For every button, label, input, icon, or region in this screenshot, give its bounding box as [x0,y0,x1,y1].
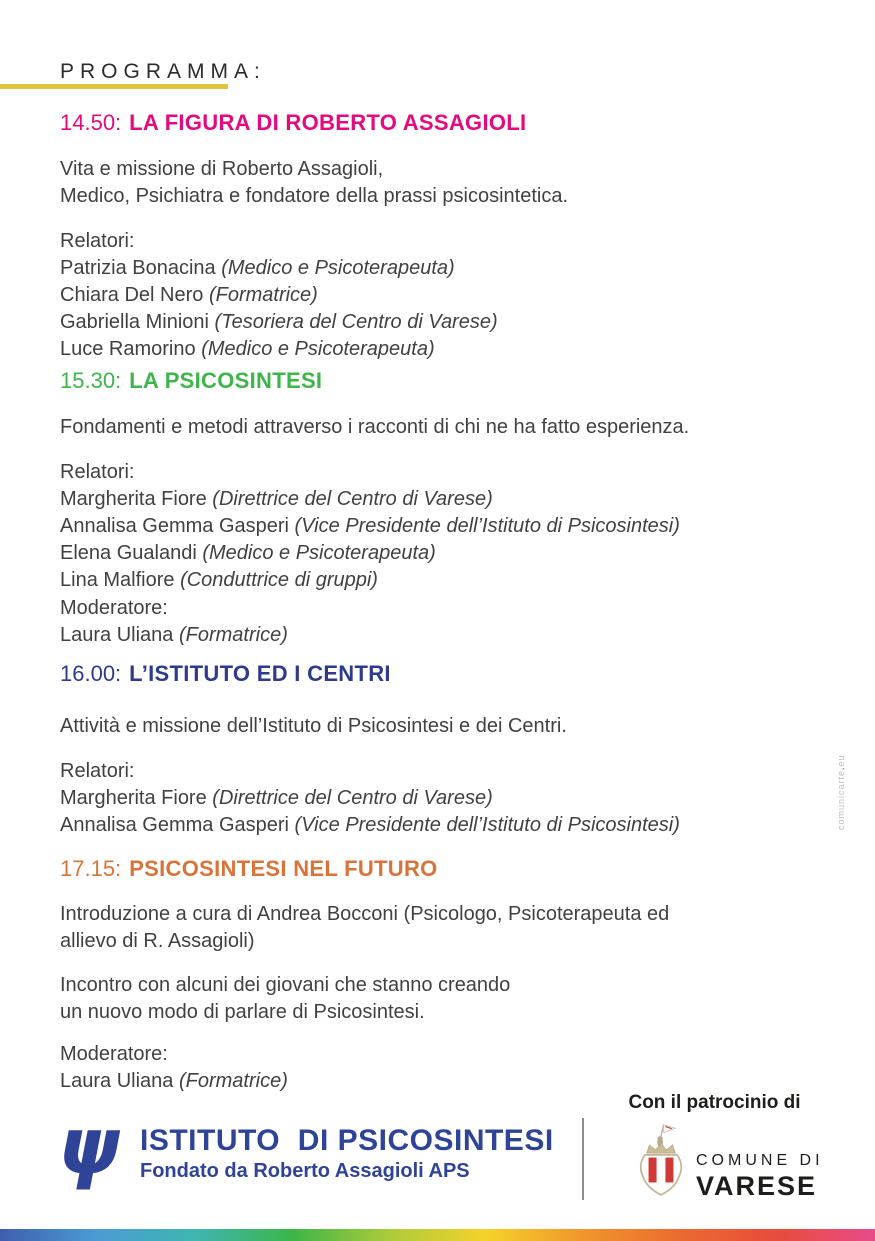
speaker-name: Lina Malfiore [60,569,175,591]
moderator-role: (Formatrice) [178,1070,288,1092]
moderator-block [60,595,288,649]
speaker-line [60,282,498,309]
speaker-line [60,540,680,567]
speaker-name: Gabriella Minioni [60,311,209,333]
speaker-line [60,309,498,336]
speakers-label: Relatori: [60,461,135,483]
section-time: 16.00: [60,661,122,686]
section-heading-istituto-centri [60,661,391,687]
institute-name: ISTITUTO DI PSICOSINTESI [140,1124,554,1157]
section-time: 15.30: [60,368,122,393]
description-line: Attività e missione dell’Istituto di Psicosintesi e dei Centri. [60,715,567,737]
speaker-role: (Vice Presidente dell’Istituto di Psicosintesi) [294,515,680,537]
watermark-text: comunicarte [836,769,846,830]
speaker-name: Elena Gualandi [60,542,197,564]
description-line: Fondamenti e metodi attraverso i racconti di chi ne ha fatto esperienza. [60,416,690,438]
paragraph-line: un nuovo modo di parlare di Psicosintesi. [60,1001,425,1023]
section-description [60,156,568,210]
speaker-role: (Conduttrice di gruppi) [180,569,378,591]
description-line: Medico, Psichiatra e fondatore della prassi psicosintetica. [60,185,569,207]
speaker-line [60,785,680,812]
speakers-label: Relatori: [60,230,135,252]
title-underline-bar [0,84,228,89]
watermark-dot: . [836,766,846,770]
section-heading-psicosintesi [60,368,322,394]
speakers-list [60,228,498,363]
section-description [60,713,567,740]
moderator-name: Laura Uliana [60,1070,174,1092]
moderator-name: Laura Uliana [60,624,174,646]
speaker-line [60,567,680,594]
patronage-label: Con il patrocinio di [628,1092,801,1113]
speaker-name: Annalisa Gemma Gasperi [60,814,289,836]
section-time: 14.50: [60,110,122,135]
speaker-role: (Direttrice del Centro di Varese) [212,787,493,809]
psychosynthesis-logo-icon: ψ [58,1102,120,1192]
paragraph-line: allievo di R. Assagioli) [60,930,255,952]
section-title: L’ISTITUTO ED I CENTRI [129,661,391,686]
speaker-role: (Medico e Psicoterapeuta) [221,257,455,279]
speaker-name: Margherita Fiore [60,488,207,510]
rainbow-gradient-bar [0,1229,875,1241]
speaker-line [60,812,680,839]
moderator-block [60,1041,288,1095]
section-description [60,414,689,441]
speaker-line [60,255,498,282]
section-time: 17.15: [60,856,122,881]
speaker-role: (Medico e Psicoterapeuta) [202,542,436,564]
speakers-list [60,459,680,594]
municipality-line1: COMUNE DI [696,1152,824,1169]
paragraph-line: Incontro con alcuni dei giovani che stanno creando [60,974,511,996]
institute-subtitle: Fondato da Roberto Assagioli APS [140,1160,470,1182]
section-paragraph [60,972,510,1026]
speaker-role: (Medico e Psicoterapeuta) [201,338,435,360]
varese-coat-of-arms-icon [636,1122,686,1207]
page-title: PROGRAMMA: [60,60,266,83]
speaker-name: Annalisa Gemma Gasperi [60,515,289,537]
moderator-label: Moderatore: [60,1043,168,1065]
speaker-name: Chiara Del Nero [60,284,204,306]
speakers-label: Relatori: [60,760,135,782]
speaker-name: Margherita Fiore [60,787,207,809]
watermark-text: eu [836,754,846,767]
speaker-name: Patrizia Bonacina [60,257,216,279]
speaker-line [60,513,680,540]
section-title: PSICOSINTESI NEL FUTURO [129,856,438,881]
watermark-credit [836,735,846,830]
municipality-line2: VARESE [696,1171,818,1201]
speaker-name: Luce Ramorino [60,338,196,360]
section-paragraph [60,901,669,955]
speaker-role: (Vice Presidente dell’Istituto di Psicosintesi) [294,814,680,836]
section-heading-figura-assagioli [60,110,526,136]
description-line: Vita e missione di Roberto Assagioli, [60,158,384,180]
footer-divider [582,1118,584,1200]
municipality-name [696,1152,824,1202]
section-title: LA FIGURA DI ROBERTO ASSAGIOLI [129,110,527,135]
moderator-line [60,1068,288,1095]
moderator-line [60,622,288,649]
speakers-list [60,758,680,839]
section-title: LA PSICOSINTESI [129,368,323,393]
section-heading-futuro [60,856,438,882]
moderator-role: (Formatrice) [178,624,288,646]
speaker-role: (Tesoriera del Centro di Varese) [214,311,498,333]
speaker-line [60,486,680,513]
speaker-role: (Formatrice) [208,284,318,306]
moderator-label: Moderatore: [60,597,168,619]
paragraph-line: Introduzione a cura di Andrea Bocconi (Psicologo, Psicoterapeuta ed [60,903,670,925]
speaker-line [60,336,498,363]
speaker-role: (Direttrice del Centro di Varese) [212,488,493,510]
